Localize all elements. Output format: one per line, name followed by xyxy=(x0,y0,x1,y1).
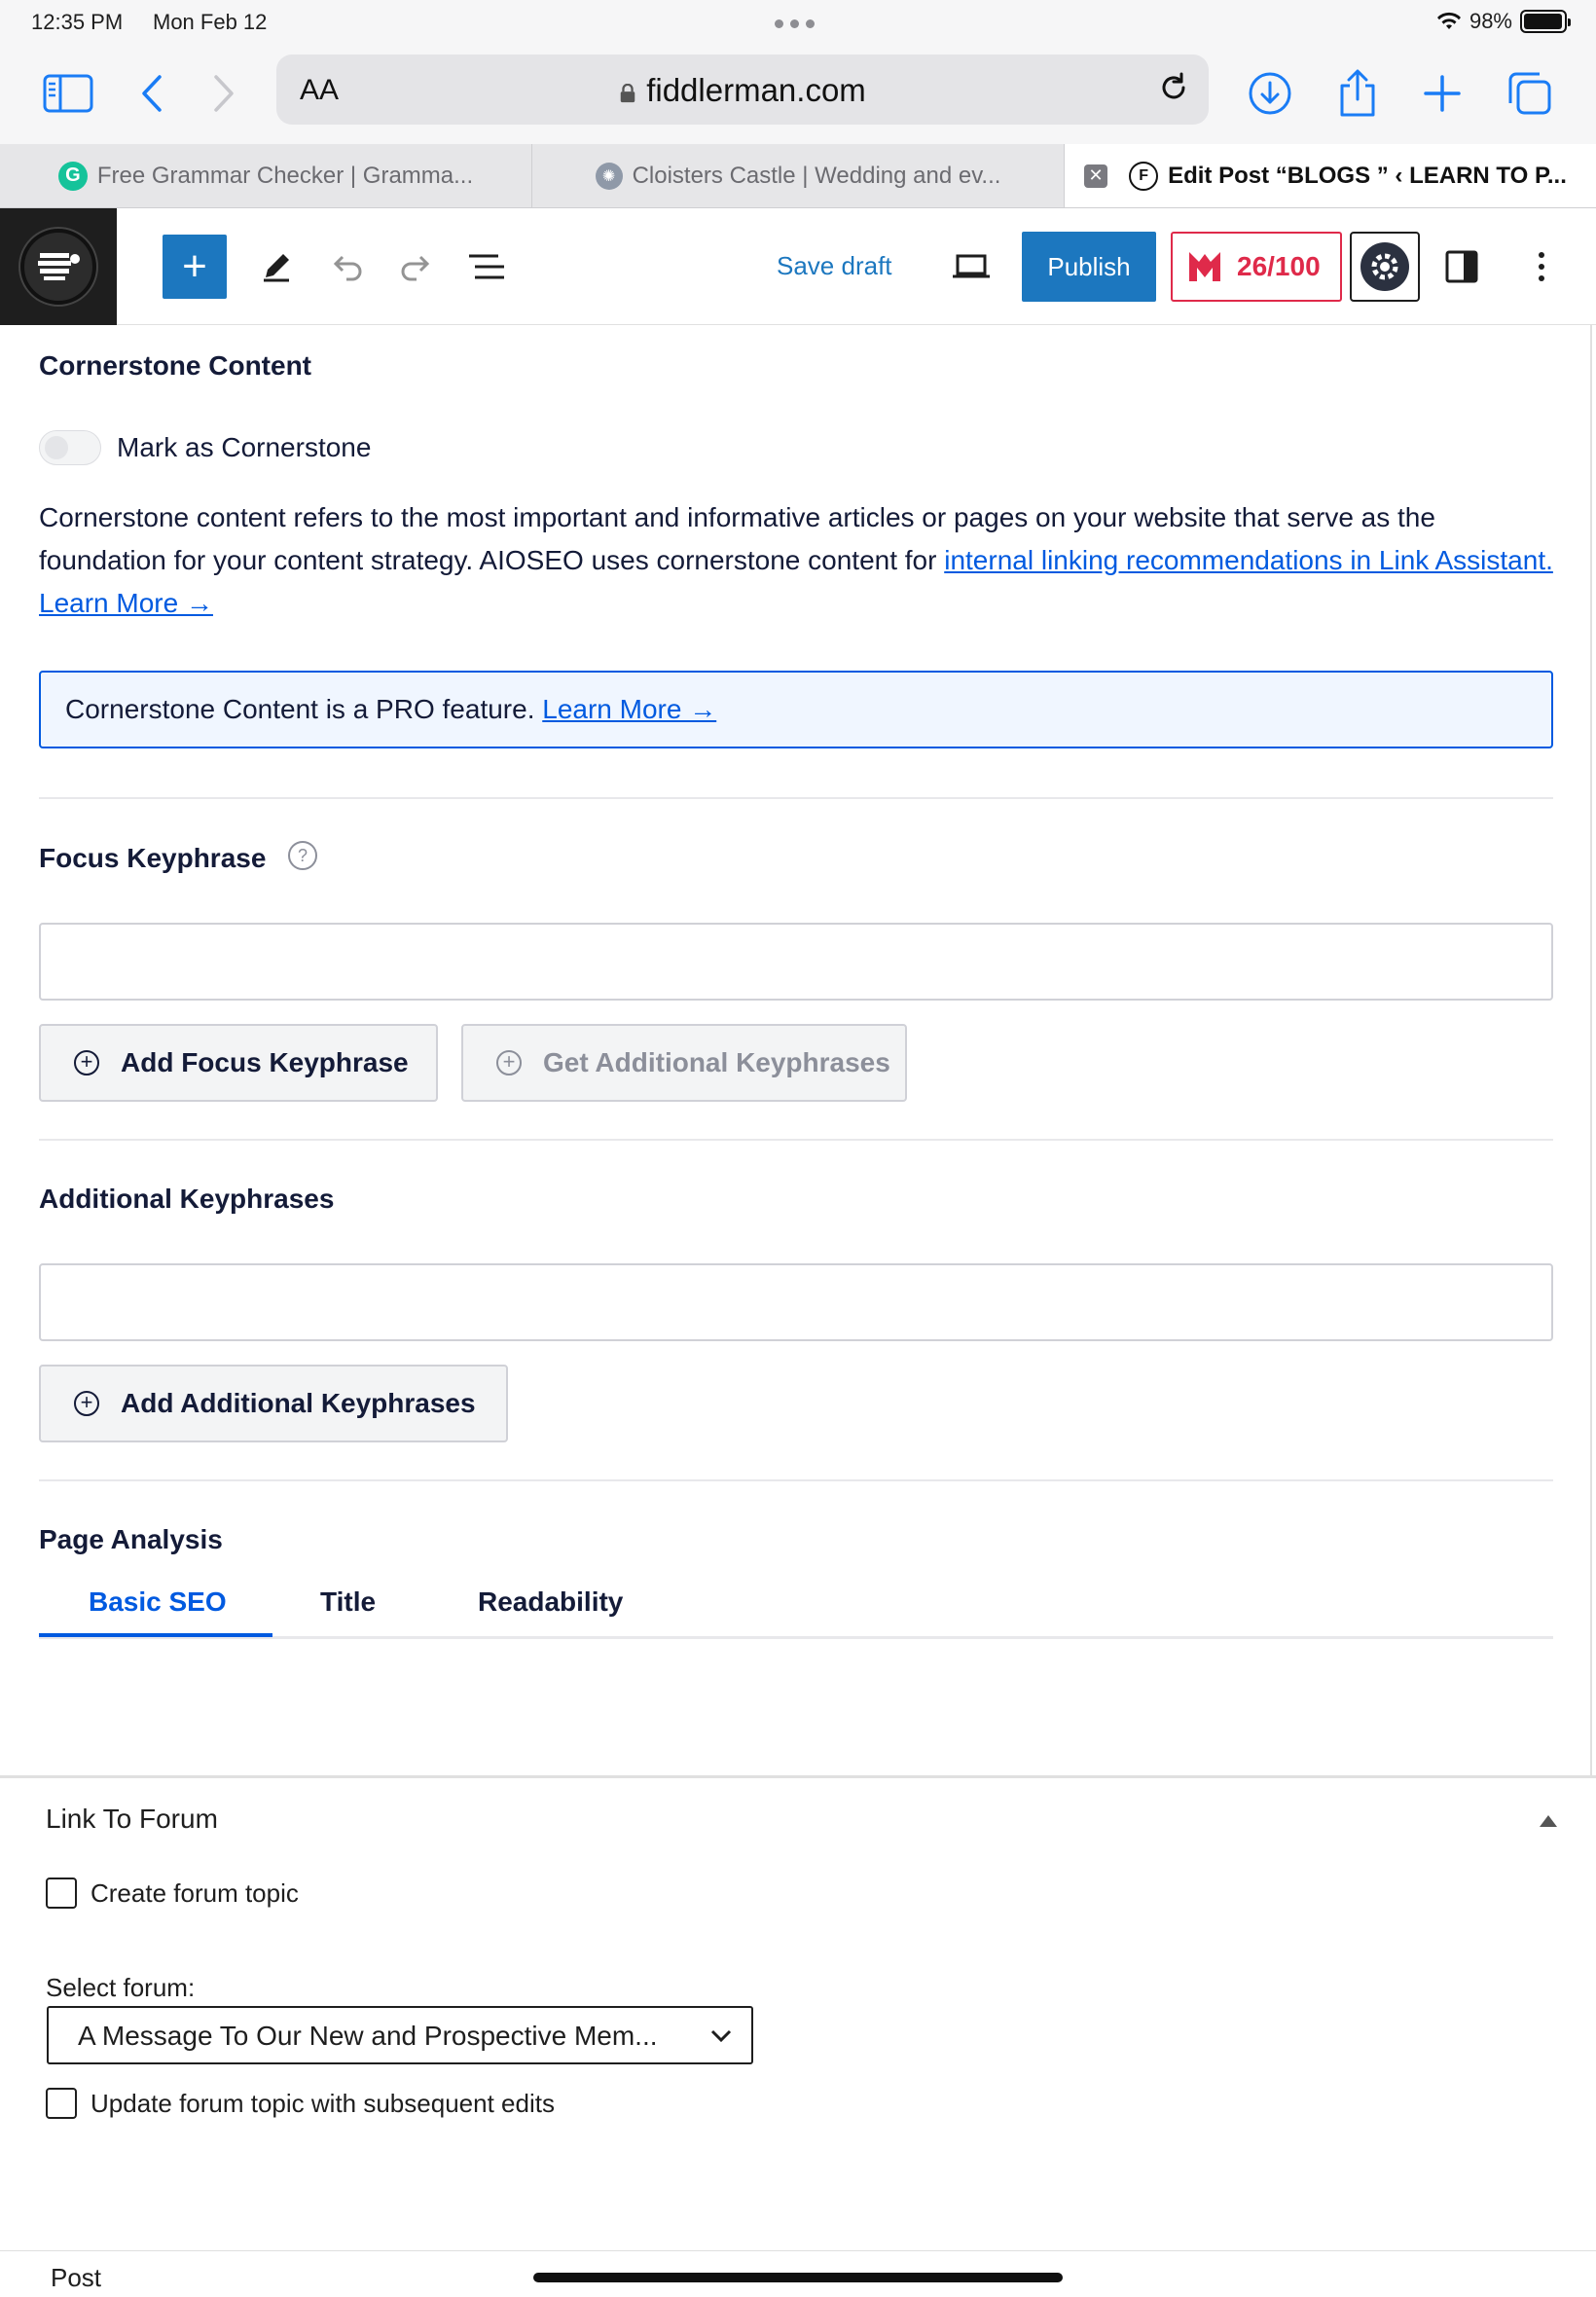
create-forum-topic-checkbox[interactable] xyxy=(46,1878,77,1909)
divider xyxy=(39,1139,1553,1141)
add-additional-keyphrases-label: Add Additional Keyphrases xyxy=(121,1388,476,1418)
update-forum-topic-row xyxy=(46,2088,555,2119)
update-forum-topic-checkbox[interactable] xyxy=(46,2088,77,2119)
forum-select-value: A Message To Our New and Prospective Mem... xyxy=(78,2021,658,2051)
pro-learn-more-link[interactable]: Learn More → xyxy=(542,694,717,724)
battery-percent: 98% xyxy=(1469,9,1512,33)
downloads-icon[interactable] xyxy=(1243,66,1297,121)
link-to-forum-panel xyxy=(0,1775,1596,2252)
page-analysis-tabs xyxy=(39,1581,1553,1639)
close-tab-icon[interactable]: ✕ xyxy=(1084,164,1107,188)
url-display[interactable] xyxy=(276,72,1209,109)
divider xyxy=(39,1479,1553,1481)
add-focus-keyphrase-button[interactable] xyxy=(39,1024,438,1102)
grammarly-icon: G xyxy=(58,162,88,191)
forum-select[interactable] xyxy=(47,2006,753,2064)
tab-overview-icon[interactable] xyxy=(1503,66,1557,121)
aioseo-settings-button[interactable] xyxy=(1350,232,1420,302)
add-focus-keyphrase-label: Add Focus Keyphrase xyxy=(121,1047,409,1077)
status-bar xyxy=(0,0,1596,47)
cornerstone-description-text: Cornerstone content refers to the most important and informative articles or pages on your website that serve as the foundation for your content strategy. AIOSEO uses cornerstone content for xyxy=(39,502,1435,575)
gear-icon xyxy=(1360,242,1409,291)
editor-footer xyxy=(0,2250,1596,2297)
get-additional-keyphrases-button[interactable] xyxy=(461,1024,907,1102)
focus-keyphrase-input[interactable] xyxy=(39,923,1553,1001)
aioseo-panel xyxy=(0,325,1592,1775)
link-assistant-link[interactable]: internal linking recommendations in Link Assistant. xyxy=(944,545,1553,575)
browser-toolbar xyxy=(0,47,1596,144)
status-time: 12:35 PM xyxy=(31,10,124,34)
link-to-forum-title[interactable]: Link To Forum xyxy=(46,1804,218,1834)
add-additional-keyphrases-button[interactable] xyxy=(39,1365,508,1442)
reader-aa-button[interactable]: AA xyxy=(300,74,340,106)
share-icon[interactable] xyxy=(1330,66,1385,121)
browser-tab-title: Edit Post “BLOGS ” ‹ LEARN TO P... xyxy=(1168,162,1567,189)
plus-circle-icon: + xyxy=(496,1050,522,1076)
tab-readability[interactable]: Readability xyxy=(478,1586,624,1617)
multitasking-dots-icon[interactable] xyxy=(775,19,815,28)
tools-pencil-icon[interactable] xyxy=(253,243,300,290)
active-tab-indicator xyxy=(39,1633,272,1637)
browser-tab-title: Free Grammar Checker | Gramma... xyxy=(96,162,474,189)
page-analysis-title: Page Analysis xyxy=(39,1524,223,1554)
additional-keyphrases-title: Additional Keyphrases xyxy=(39,1184,335,1214)
fiddlerman-logo-icon xyxy=(20,229,96,305)
tab-title[interactable]: Title xyxy=(320,1586,377,1617)
get-additional-keyphrases-label: Get Additional Keyphrases xyxy=(543,1047,890,1077)
fiddlerman-icon: F xyxy=(1129,162,1158,191)
seo-score-value: 26/100 xyxy=(1237,251,1321,281)
battery-icon xyxy=(1520,10,1567,33)
create-forum-topic-row xyxy=(46,1878,299,1909)
cornerstone-toggle[interactable] xyxy=(39,430,101,465)
plus-circle-icon: + xyxy=(74,1050,99,1076)
divider xyxy=(39,797,1553,799)
back-icon[interactable] xyxy=(125,66,179,121)
forward-icon[interactable] xyxy=(197,66,251,121)
home-indicator[interactable] xyxy=(533,2273,1063,2282)
undo-icon[interactable] xyxy=(323,243,370,290)
editor-header xyxy=(0,208,1596,325)
tab-basic-seo[interactable]: Basic SEO xyxy=(89,1586,227,1617)
cloisters-icon: ✺ xyxy=(596,163,623,190)
save-draft-button[interactable]: Save draft xyxy=(777,251,892,280)
url-domain: fiddlerman.com xyxy=(646,72,866,108)
browser-tab-strip xyxy=(0,144,1596,208)
focus-keyphrase-title: Focus Keyphrase xyxy=(39,843,267,873)
create-forum-topic-label: Create forum topic xyxy=(91,1878,299,1908)
help-icon[interactable]: ? xyxy=(288,841,317,870)
collapse-caret-icon[interactable] xyxy=(1540,1815,1557,1827)
select-forum-label: Select forum: xyxy=(46,1973,196,2002)
publish-button[interactable]: Publish xyxy=(1022,232,1156,302)
settings-sidebar-icon[interactable] xyxy=(1438,243,1485,290)
plus-circle-icon: + xyxy=(74,1391,99,1416)
browser-tab-edit-post[interactable] xyxy=(1065,144,1596,207)
browser-tab-grammarly[interactable] xyxy=(0,144,532,207)
preview-device-icon[interactable] xyxy=(948,243,995,290)
cornerstone-learn-more-link[interactable]: Learn More → xyxy=(39,588,213,618)
cornerstone-toggle-label: Mark as Cornerstone xyxy=(117,432,372,462)
aioseo-score-button[interactable] xyxy=(1171,232,1342,302)
wifi-icon xyxy=(1436,12,1462,31)
aioseo-logo-icon xyxy=(1186,248,1223,285)
browser-tab-cloisters[interactable] xyxy=(532,144,1065,207)
chevron-down-icon xyxy=(710,2029,732,2043)
additional-keyphrases-input[interactable] xyxy=(39,1263,1553,1341)
pro-feature-notice xyxy=(39,671,1553,748)
sidebar-icon[interactable] xyxy=(41,66,95,121)
new-tab-icon[interactable] xyxy=(1415,66,1469,121)
status-date: Mon Feb 12 xyxy=(153,10,268,34)
document-overview-icon[interactable] xyxy=(463,243,510,290)
redo-icon[interactable] xyxy=(393,243,440,290)
browser-tab-title: Cloisters Castle | Wedding and ev... xyxy=(632,162,1001,189)
reload-icon[interactable] xyxy=(1156,70,1191,110)
pro-notice-text: Cornerstone Content is a PRO feature. xyxy=(65,694,543,724)
cornerstone-description xyxy=(39,496,1557,625)
site-logo-button[interactable] xyxy=(0,208,117,325)
breadcrumb[interactable]: Post xyxy=(51,2263,102,2292)
options-menu-icon[interactable] xyxy=(1518,243,1565,290)
update-forum-topic-label: Update forum topic with subsequent edits xyxy=(91,2088,555,2118)
address-bar[interactable] xyxy=(276,55,1209,125)
lock-icon xyxy=(619,84,636,103)
battery-fill xyxy=(1524,14,1562,29)
block-inserter-plus-icon[interactable]: + xyxy=(163,235,227,299)
cornerstone-title: Cornerstone Content xyxy=(39,350,311,381)
